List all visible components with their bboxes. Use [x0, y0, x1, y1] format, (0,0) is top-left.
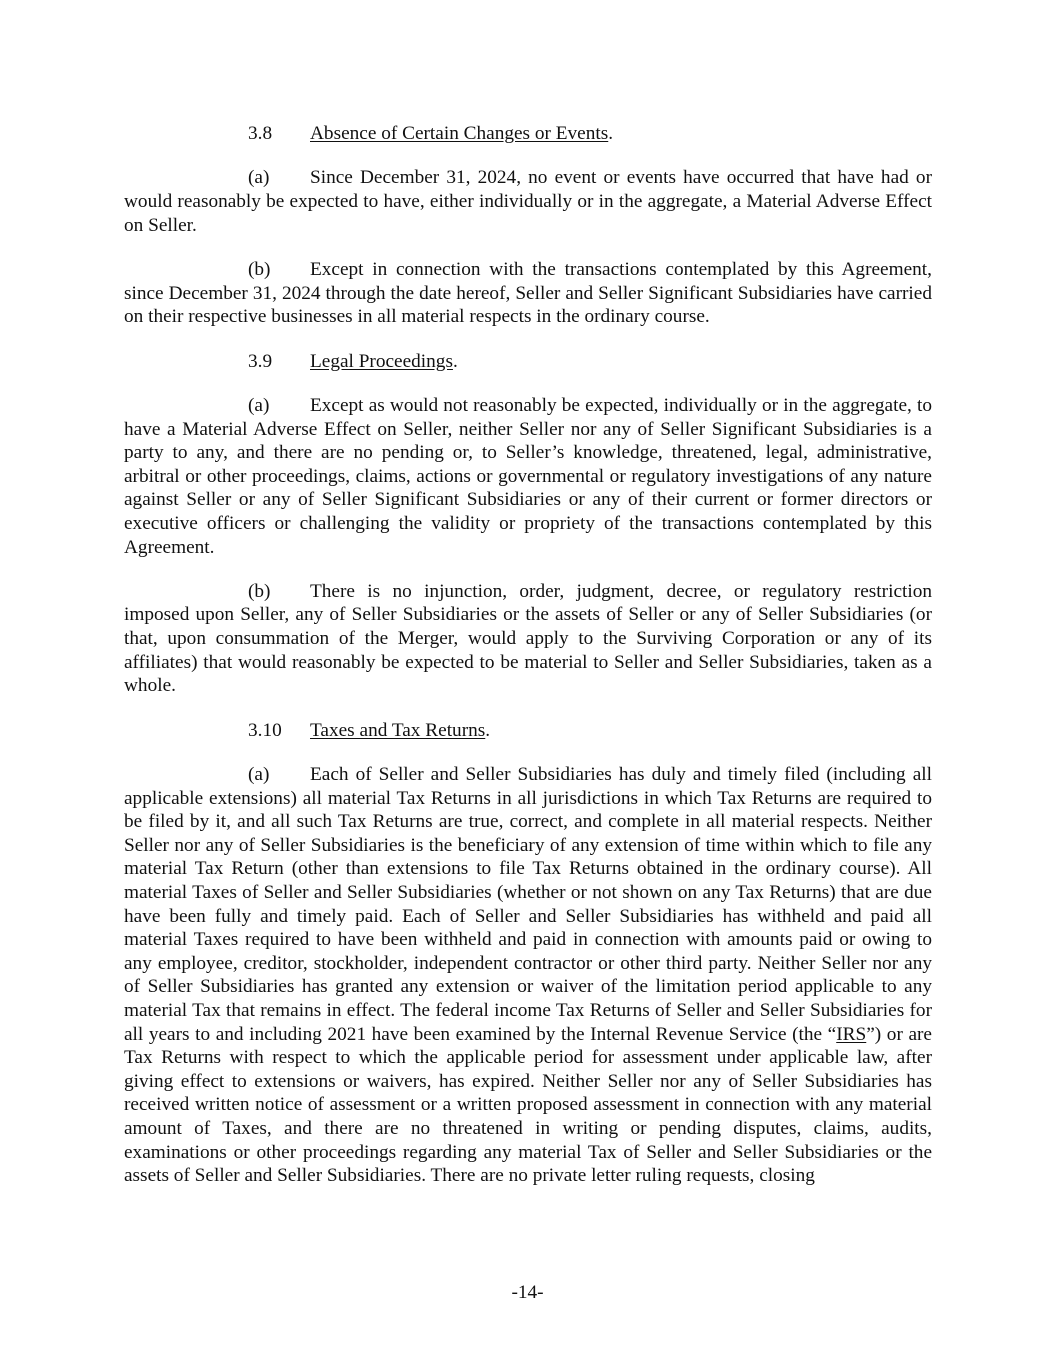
paragraph-label: (a) — [248, 764, 270, 786]
paragraph-text: Except in connection with the transactions contemplated by this Agreement, since December 31, 2024 through the date hereof, Seller and Seller Significant Subsidiaries have carried on their respective businesses in all material respects in the ordinary course. — [124, 258, 932, 328]
section-number: 3.10 — [248, 719, 282, 741]
document-page — [124, 122, 932, 1209]
paragraph-label: (b) — [248, 580, 271, 602]
paragraph-label: (a) — [248, 167, 270, 189]
section-heading-3-10 — [124, 719, 932, 743]
section-title: Taxes and Tax Returns — [310, 719, 486, 741]
page-number: -14- — [511, 1282, 544, 1303]
paragraph-3-9-b — [124, 580, 932, 698]
paragraph-text: Since December 31, 2024, no event or events have occurred that have had or would reasonably be expected to have, either individually or in the aggregate, a Material Adverse Effect on Seller. — [124, 167, 932, 236]
paragraph-3-10-a — [124, 763, 932, 1188]
section-title-period: . — [452, 350, 458, 372]
section-number: 3.8 — [248, 123, 273, 144]
paragraph-text-part-1: Each of Seller and Seller Subsidiaries has duly and timely filed (including all applicable extensions) all material Tax Returns in all jurisdictions in which Tax Returns are required to be filed by it, and all such Tax Returns are true, correct, and complete in all material respects. Neither Seller nor any of Seller Subsidiaries is the beneficiary of any extension of time within which to file any material Tax Return (other than extensions to file Tax Returns obtained in the ordinary course). All material Taxes of Seller and Seller Subsidiaries (whether or not shown on any Tax Returns) that are due have been fully and timely paid. Each of Seller and Seller Subsidiaries has withheld and paid all material Taxes required to have been withheld and paid in connection with amounts paid or owing to any employee, creditor, stockholder, independent contractor or other third party. Neither Seller nor any of Seller Subsidiaries has granted any extension or waiver of the limitation period applicable to any material Tax that remains in effect. The federal income Tax Returns of Seller and Seller Subsidiaries for all years to and including 2021 have been examined by the Internal Revenue Service (the “ — [124, 764, 932, 1045]
paragraph-label: (b) — [248, 258, 271, 280]
paragraph-3-9-a — [124, 394, 932, 559]
section-heading-3-9 — [124, 350, 932, 374]
section-title-period: . — [485, 719, 491, 741]
paragraph-text: Except as would not reasonably be expected, individually or in the aggregate, to have a Material Adverse Effect on Seller, neither Seller nor any of Seller Significant Subsidiaries is a party to any, and there are no pending or, to Seller’s knowledge, threatened, legal, administrative, arbitral or other proceedings, claims, actions or governmental or regulatory investigations of any nature against Seller or any of Seller Significant Subsidiaries or any of their current or former directors or executive officers or challenging the validity or propriety of the transactions contemplated by this Agreement. — [124, 394, 932, 558]
paragraph-text: There is no injunction, order, judgment, decree, or regulatory restriction imposed upon Seller, any of Seller Subsidiaries or the assets of Seller or any of Seller Subsidiaries (or that, upon consummation of the Merger, would apply to the Surviving Corporation or any of its affiliates) that would reasonably be expected to be material to Seller and Seller Subsidiaries, taken as a whole. — [124, 580, 932, 697]
paragraph-3-8-b — [124, 258, 932, 329]
paragraph-label: (a) — [248, 394, 270, 416]
section-title: Absence of Certain Changes or Events — [310, 123, 609, 144]
paragraph-text-part-2: ”) or are Tax Returns with respect to which the applicable period for assessment under applicable law, after giving effect to extensions or waivers, has expired. Neither Seller nor any of Seller Subsidiaries has received written notice of assessment or a written proposed assessment in connection with any material amount of Taxes, and there are no threatened in writing or pending disputes, claims, audits, examinations or other proceedings regarding any material Tax of Seller and Seller Subsidiaries or the assets of Seller and Seller Subsidiaries. There are no private letter ruling requests, closing — [124, 1023, 932, 1187]
defined-term-irs: IRS — [836, 1023, 867, 1045]
section-title-period: . — [608, 123, 614, 144]
paragraph-3-8-a — [124, 166, 932, 237]
section-number: 3.9 — [248, 350, 273, 372]
section-heading-3-8 — [124, 122, 932, 146]
section-title: Legal Proceedings — [310, 350, 453, 372]
